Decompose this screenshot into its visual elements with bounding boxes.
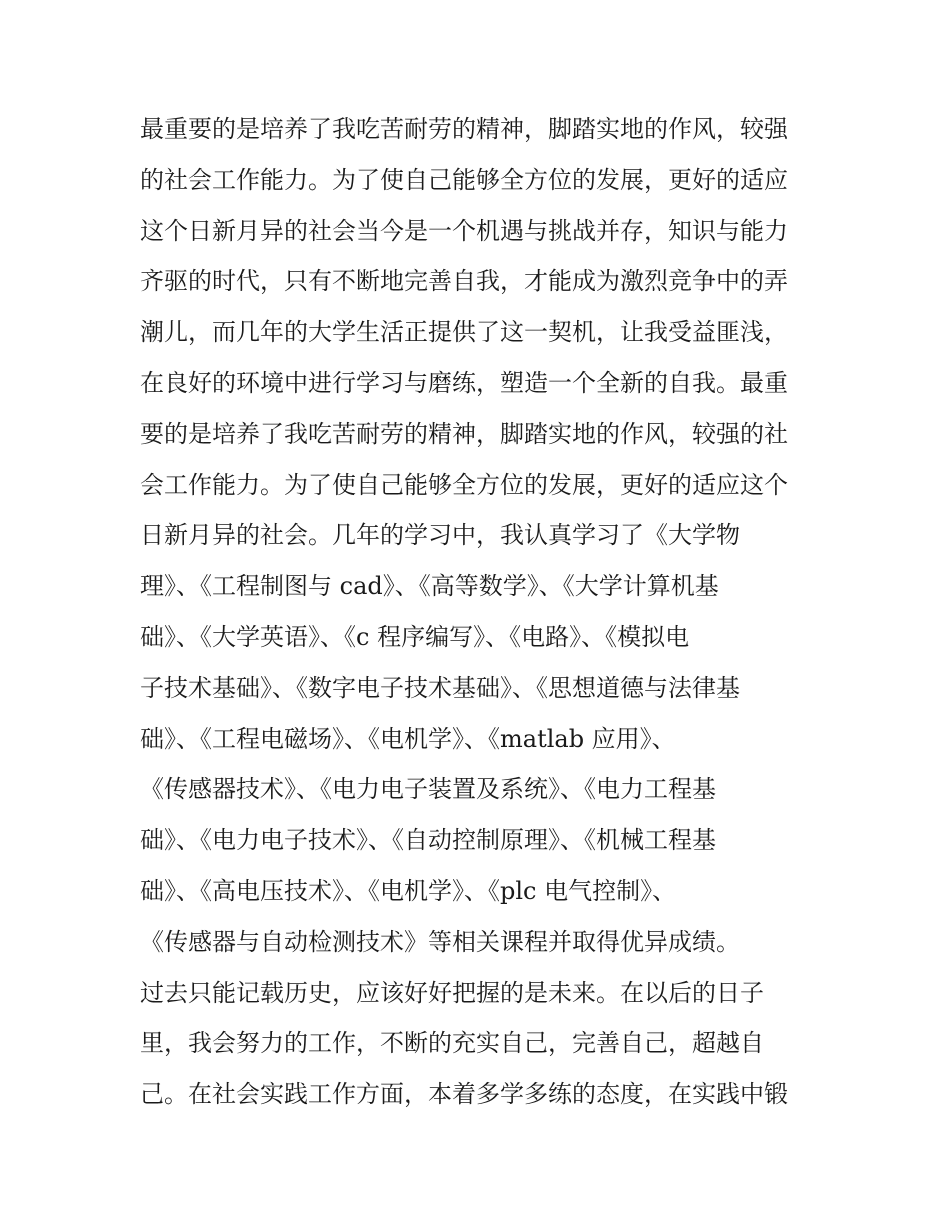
text-line-5: 潮儿，而几年的大学生活正提供了这一契机，让我受益匪浅，	[140, 318, 788, 347]
text-line-3: 这个日新月异的社会当今是一个机遇与挑战并存，知识与能力	[140, 216, 788, 245]
text-line-10: 理》、《工程制图与 cad》、《高等数学》、《大学计算机基	[140, 572, 719, 601]
text-line-7: 要的是培养了我吃苦耐劳的精神，脚踏实地的作风，较强的社	[140, 419, 788, 448]
text-line-17: 《传感器与自动检测技术》等相关课程并取得优异成绩。	[140, 927, 740, 956]
text-line-1: 最重要的是培养了我吃苦耐劳的精神，脚踏实地的作风，较强	[140, 115, 788, 143]
text-line-18: 过去只能记载历史，应该好好把握的是未来。在以后的日子	[140, 978, 764, 1007]
text-line-14: 《传感器技术》、《电力电子装置及系统》、《电力工程基	[140, 775, 716, 804]
text-line-11: 础》、《大学英语》、《c 程序编写》、《电路》、《模拟电	[140, 622, 690, 651]
body-text	[140, 104, 820, 1120]
text-line-19: 里，我会努力的工作，不断的充实自己，完善自己，超越自	[140, 1029, 764, 1058]
text-line-8: 会工作能力。为了使自己能够全方位的发展，更好的适应这个	[140, 470, 788, 499]
text-line-2: 的社会工作能力。为了使自己能够全方位的发展，更好的适应	[140, 165, 788, 194]
text-line-4: 齐驱的时代，只有不断地完善自我，才能成为激烈竞争中的弄	[140, 267, 788, 296]
text-line-13: 础》、《工程电磁场》、《电机学》、《matlab 应用》、	[140, 724, 676, 753]
text-line-9: 日新月异的社会。几年的学习中，我认真学习了《大学物	[140, 521, 740, 550]
text-line-15: 础》、《电力电子技术》、《自动控制原理》、《机械工程基	[140, 826, 716, 855]
text-line-20: 己。在社会实践工作方面，本着多学多练的态度，在实践中锻	[140, 1080, 788, 1109]
text-line-16: 础》、《高电压技术》、《电机学》、《plc 电气控制》、	[140, 876, 677, 905]
text-line-6: 在良好的环境中进行学习与磨练，塑造一个全新的自我。最重	[140, 368, 788, 397]
text-line-12: 子技术基础》、《数字电子技术基础》、《思想道德与法律基	[140, 673, 740, 702]
